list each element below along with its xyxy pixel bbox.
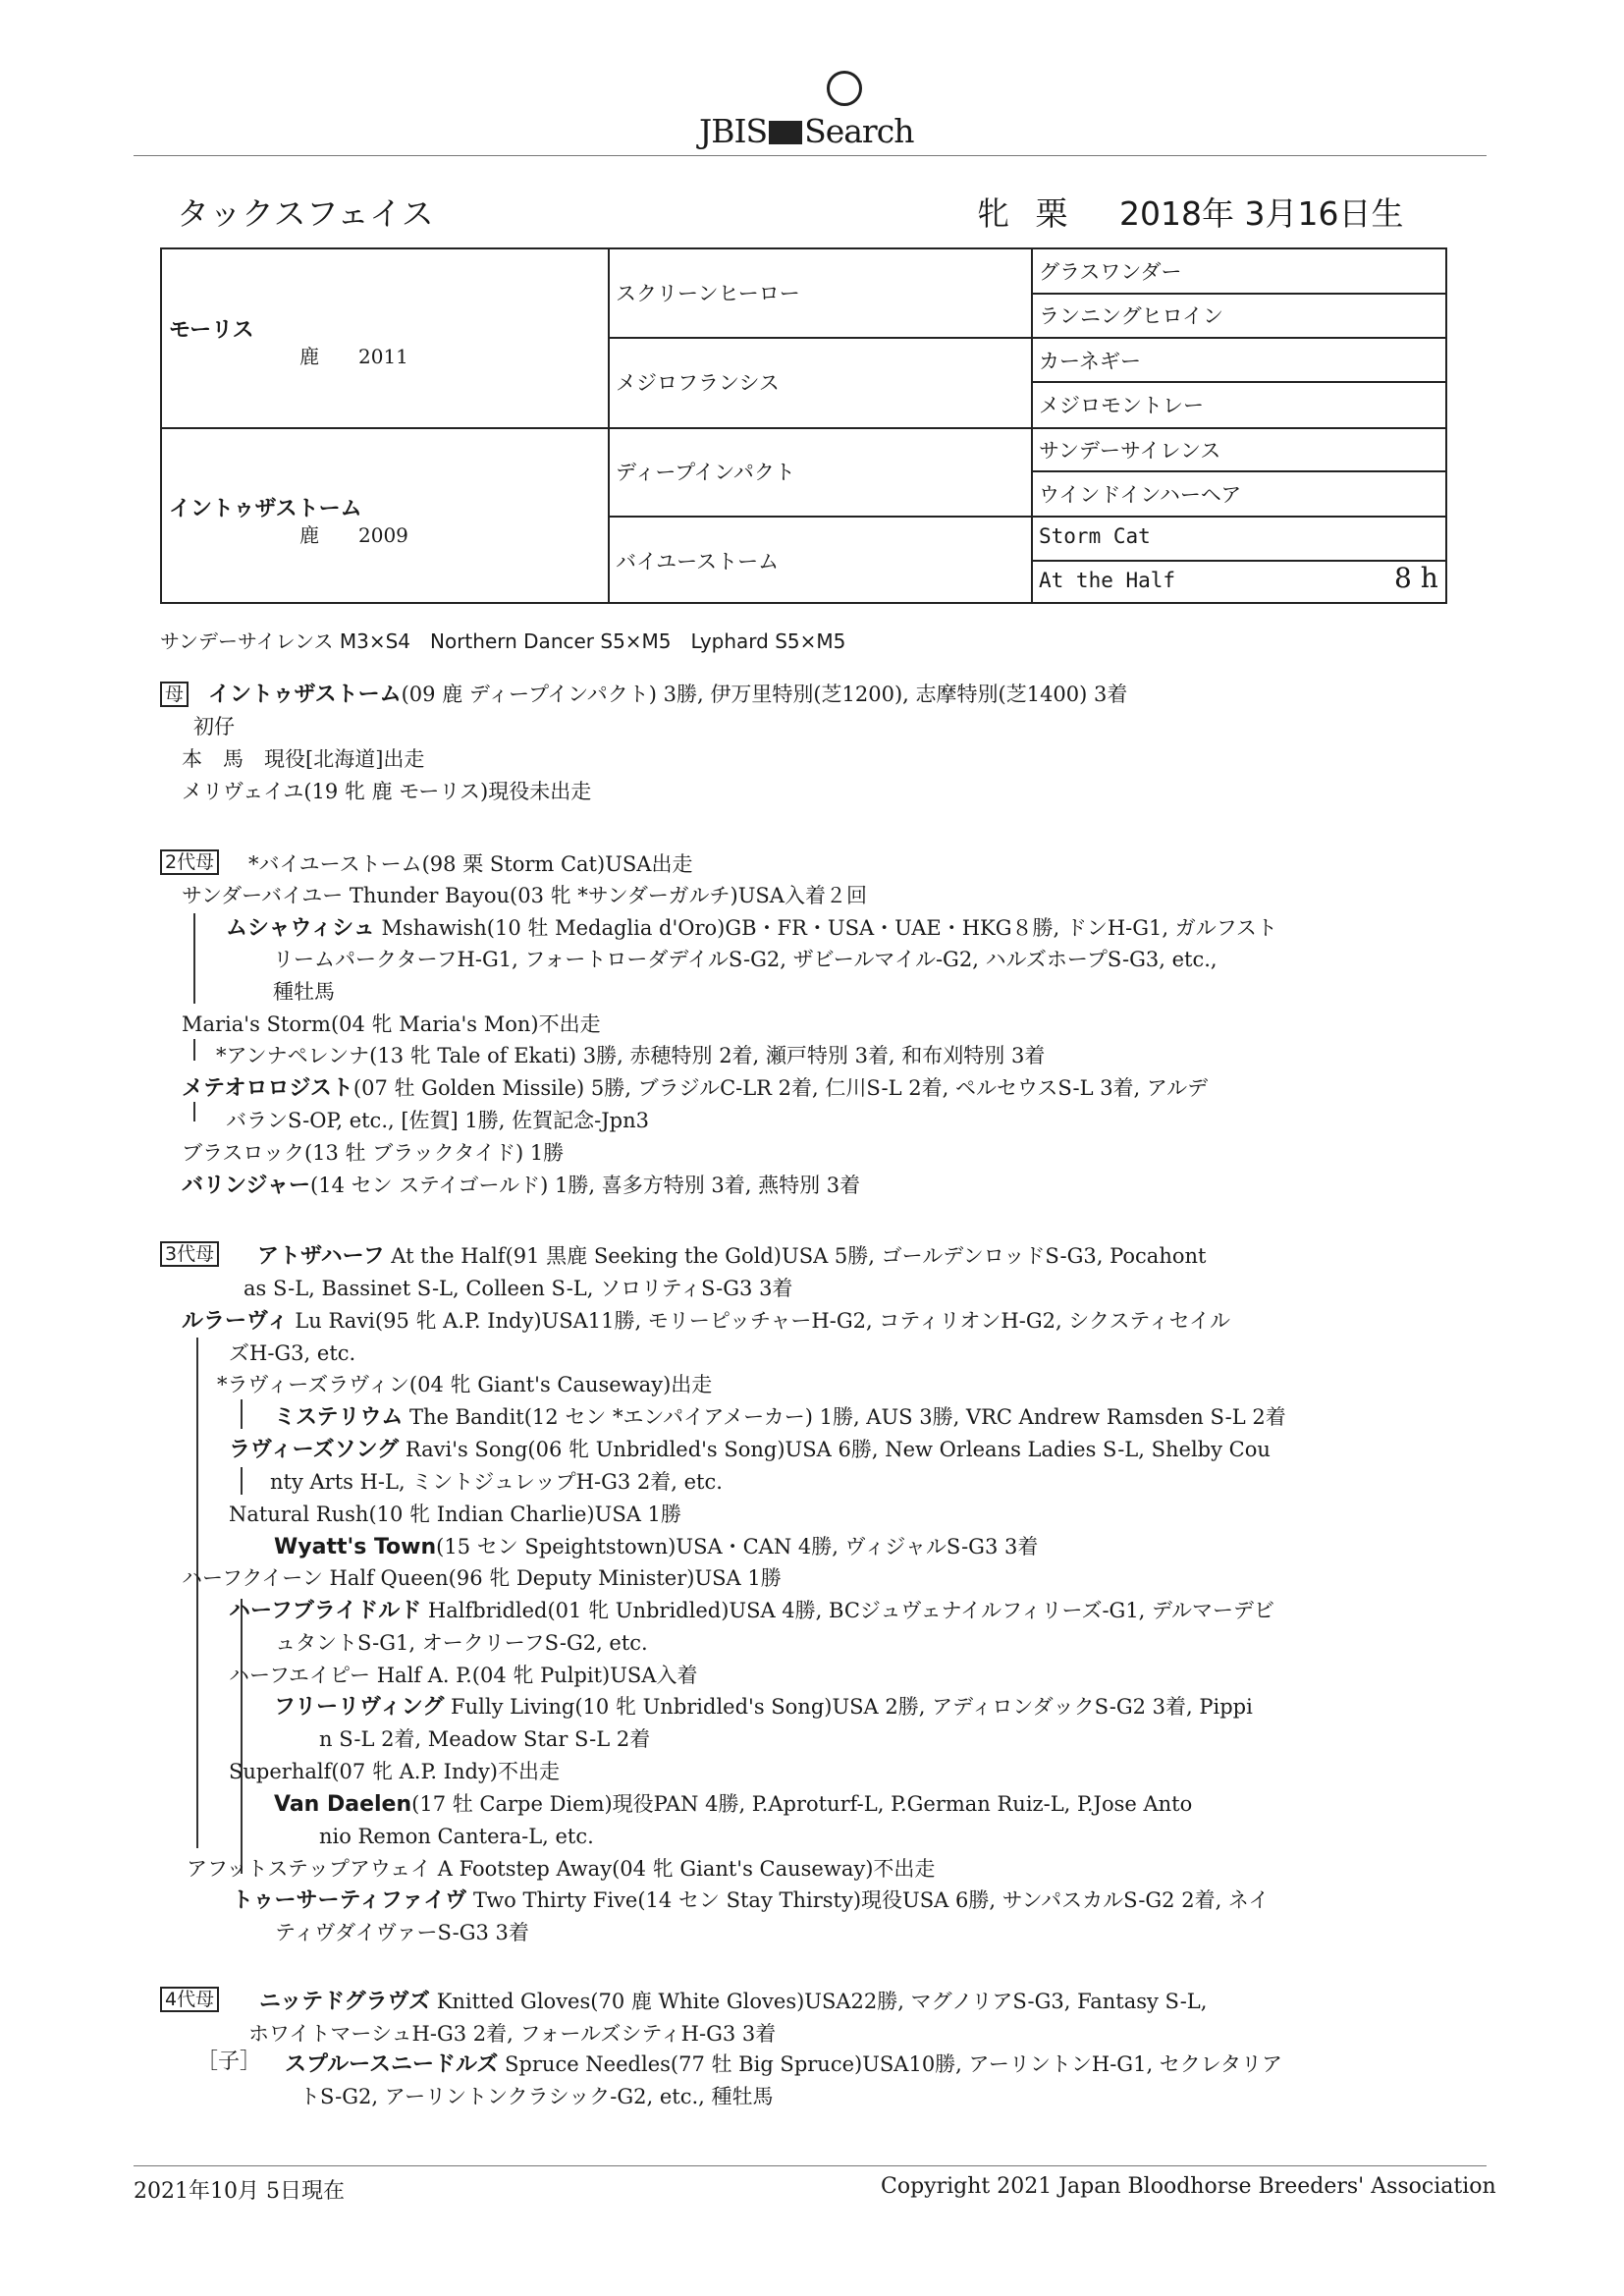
footer-rule	[134, 2165, 1487, 2166]
gen3-7: Storm Cat	[1039, 524, 1151, 548]
pedigree-table	[160, 247, 1447, 604]
record-line: トS-G2, アーリントンクラシック-G2, etc., 種牡馬	[299, 2085, 774, 2108]
record-line: nty Arts H-L, ミントジュレップH-G3 2着, etc.	[270, 1470, 723, 1494]
section-tag-3rd-dam: 3代母	[160, 1241, 229, 1267]
record-line: フリーリヴィング Fully Living(10 牝 Unbridled's Song)USA 2勝, アディロンダックS-G2 3着, Pippi	[274, 1695, 1253, 1720]
gen2-2: メジロフランシス	[616, 371, 780, 395]
record-line: Superhalf(07 牝 A.P. Indy)不出走	[229, 1760, 561, 1783]
record-line: ュタントS-G1, オークリーフS-G2, etc.	[275, 1631, 648, 1655]
family-bar	[241, 1467, 243, 1495]
family-bar	[193, 1102, 195, 1121]
family-bar	[193, 913, 195, 1004]
record-line: バランS-OP, etc., [佐賀] 1勝, 佐賀記念-Jpn3	[226, 1109, 649, 1132]
gen3-8: At the Half	[1039, 569, 1176, 592]
record-line: *アンナペレンナ(13 牝 Tale of Ekati) 3勝, 赤穂特別 2着, 瀬戸特別 3着, 和布刈特別 3着	[216, 1044, 1046, 1067]
footer-copyright: Copyright 2021 Japan Bloodhorse Breeders' Association	[881, 2174, 1496, 2199]
record-line: サンダーバイユー Thunder Bayou(03 牝 *サンダーガルチ)USA入着２回	[182, 884, 867, 907]
record-line: ハーフブライドルド Halfbridled(01 牝 Unbridled)USA 4勝, BCジュヴェナイルフィリーズ-G1, デルマーデビ	[229, 1599, 1274, 1623]
record-line: Natural Rush(10 牝 Indian Charlie)USA 1勝	[229, 1503, 681, 1526]
header-rule	[134, 155, 1487, 156]
record-line: ラヴィーズソング Ravi's Song(06 牝 Unbridled's Song)USA 6勝, New Orleans Ladies S-L, Shelby Cou	[229, 1438, 1271, 1462]
footer-date: 2021年10月 5日現在	[134, 2179, 345, 2204]
horse-sex-color: 牝 栗	[977, 194, 1076, 233]
record-line: Wyatt's Town(15 セン Speightstown)USA・CAN 4勝, ヴィジャルS-G3 3着	[274, 1535, 1039, 1559]
record-line: ズH-G3, etc.	[229, 1341, 356, 1365]
gen3-4: メジロモントレー	[1039, 394, 1204, 417]
section-tag-2nd-dam: 2代母	[160, 849, 229, 875]
logo-text-left: JBIS	[699, 112, 768, 150]
record-line: メテオロロジスト(07 牡 Golden Missile) 5勝, ブラジルC-LR 2着, 仁川S-L 2着, ペルセウスS-L 3着, アルデ	[182, 1076, 1209, 1101]
section-tag-dam: 母	[160, 682, 198, 707]
gen2-3: ディープインパクト	[616, 461, 795, 484]
record-line: *バイユーストーム(98 栗 Storm Cat)USA出走	[248, 852, 693, 876]
record-line: スプルースニードルズ Spruce Needles(77 牡 Big Spruce)USA10勝, アーリントンH-G1, セクレタリア	[285, 2052, 1282, 2077]
record-line: as S-L, Bassinet S-L, Colleen S-L, ソロリティS-G3 3着	[244, 1277, 793, 1300]
gen3-2: ランニングヒロイン	[1039, 304, 1223, 328]
record-line: n S-L 2着, Meadow Star S-L 2着	[319, 1727, 651, 1751]
record-line: イントゥザストーム(09 鹿 ディープインパクト) 3勝, 伊万里特別(芝1200), 志摩特別(芝1400) 3着	[208, 683, 1128, 707]
jbis-search-logo	[699, 102, 935, 151]
dam-color-year: 鹿 2009	[299, 523, 408, 547]
family-bar	[241, 1399, 243, 1429]
record-line: ミステリウム The Bandit(12 セン *エンパイアメーカー) 1勝, AUS 3勝, VRC Andrew Ramsden S-L 2着	[274, 1405, 1286, 1430]
gen3-1: グラスワンダー	[1039, 260, 1182, 284]
record-line: Maria's Storm(04 牝 Maria's Mon)不出走	[182, 1012, 601, 1036]
horse-name: タックスフェイス	[177, 194, 434, 233]
record-line: ハーフクイーン Half Queen(96 牝 Deputy Minister)USA 1勝	[182, 1566, 782, 1590]
family-bar	[193, 1039, 195, 1061]
record-line: ホワイトマーシュH-G3 2着, フォールズシティH-G3 3着	[248, 2022, 777, 2046]
horse-birth-date: 2018年 3月16日生	[1119, 194, 1404, 233]
record-line: nio Remon Cantera-L, etc.	[319, 1825, 594, 1848]
gen2-1: スクリーンヒーロー	[616, 282, 800, 305]
logo-horse-icon	[769, 121, 802, 144]
logo-text-right: Search	[804, 112, 914, 150]
record-line: Van Daelen(17 牡 Carpe Diem)現役PAN 4勝, P.Aproturf-L, P.German Ruiz-L, P.Jose Anto	[274, 1792, 1193, 1817]
record-line: ニッテドグラヴズ Knitted Gloves(70 鹿 White Gloves)USA22勝, マグノリアS-G3, Fantasy S-L,	[259, 1990, 1208, 2014]
inbreeding-line: サンデーサイレンス M3×S4 Northern Dancer S5×M5 Lyphard S5×M5	[160, 629, 846, 653]
section-tag-4th-dam: 4代母	[160, 1987, 229, 2012]
family-bar	[241, 1687, 243, 1746]
gen3-6: ウインドインハーヘア	[1039, 483, 1242, 507]
record-line: ムシャウィシュ Mshawish(10 牡 Medaglia d'Oro)GB・FR・USA・UAE・HKG８勝, ドンH-G1, ガルフスト	[226, 916, 1277, 941]
record-line: ルラーヴィ Lu Ravi(95 牝 A.P. Indy)USA11勝, モリーピッチャーH-G2, コティリオンH-G2, シクスティセイル	[182, 1309, 1230, 1334]
record-line: バリンジャー(14 セン ステイゴールド) 1勝, 喜多方特別 3着, 燕特別 3着	[182, 1174, 861, 1198]
dam-name: イントゥザストーム	[169, 497, 362, 521]
record-line: 初仔	[193, 715, 235, 738]
record-line: リームパークターフH-G1, フォートローダデイルS-G2, ザビールマイル-G2, ハルズホープS-G3, etc.,	[273, 948, 1218, 971]
family-bar	[196, 1338, 198, 1848]
record-line: ハーフエイピー Half A. P.(04 牝 Pulpit)USA入着	[229, 1664, 698, 1687]
gen2-4: バイユーストーム	[616, 550, 780, 574]
gen3-5: サンデーサイレンス	[1039, 439, 1221, 463]
record-line: ティヴダイヴァーS-G3 3着	[275, 1921, 529, 1944]
record-line: ブラスロック(13 牡 ブラックタイド) 1勝	[182, 1141, 565, 1165]
record-line: アフットステップアウェイ A Footstep Away(04 牝 Giant's Causeway)不出走	[187, 1857, 936, 1881]
record-line: メリヴェイユ(19 牝 鹿 モーリス)現役未出走	[182, 780, 592, 803]
record-line: 種牡馬	[273, 980, 335, 1004]
child-tag: ［子］	[196, 2050, 262, 2074]
magnifier-icon	[827, 71, 862, 106]
sire-name: モーリス	[169, 318, 254, 343]
record-line: アトザハーフ At the Half(91 黒鹿 Seeking the Gold)USA 5勝, ゴールデンロッドS-G3, Pocahont	[257, 1244, 1207, 1269]
record-line: トゥーサーティファイヴ Two Thirty Five(14 セン Stay Thirsty)現役USA 6勝, サンパスカルS-G2 2着, ネイ	[232, 1888, 1270, 1913]
gen3-3: カーネギー	[1039, 350, 1141, 373]
record-line: *ラヴィーズラヴィン(04 牝 Giant's Causeway)出走	[217, 1373, 713, 1396]
record-line: 本 馬 現役[北海道]出走	[182, 747, 425, 771]
family-number: 8 h	[1394, 562, 1438, 594]
sire-color-year: 鹿 2011	[299, 345, 408, 368]
